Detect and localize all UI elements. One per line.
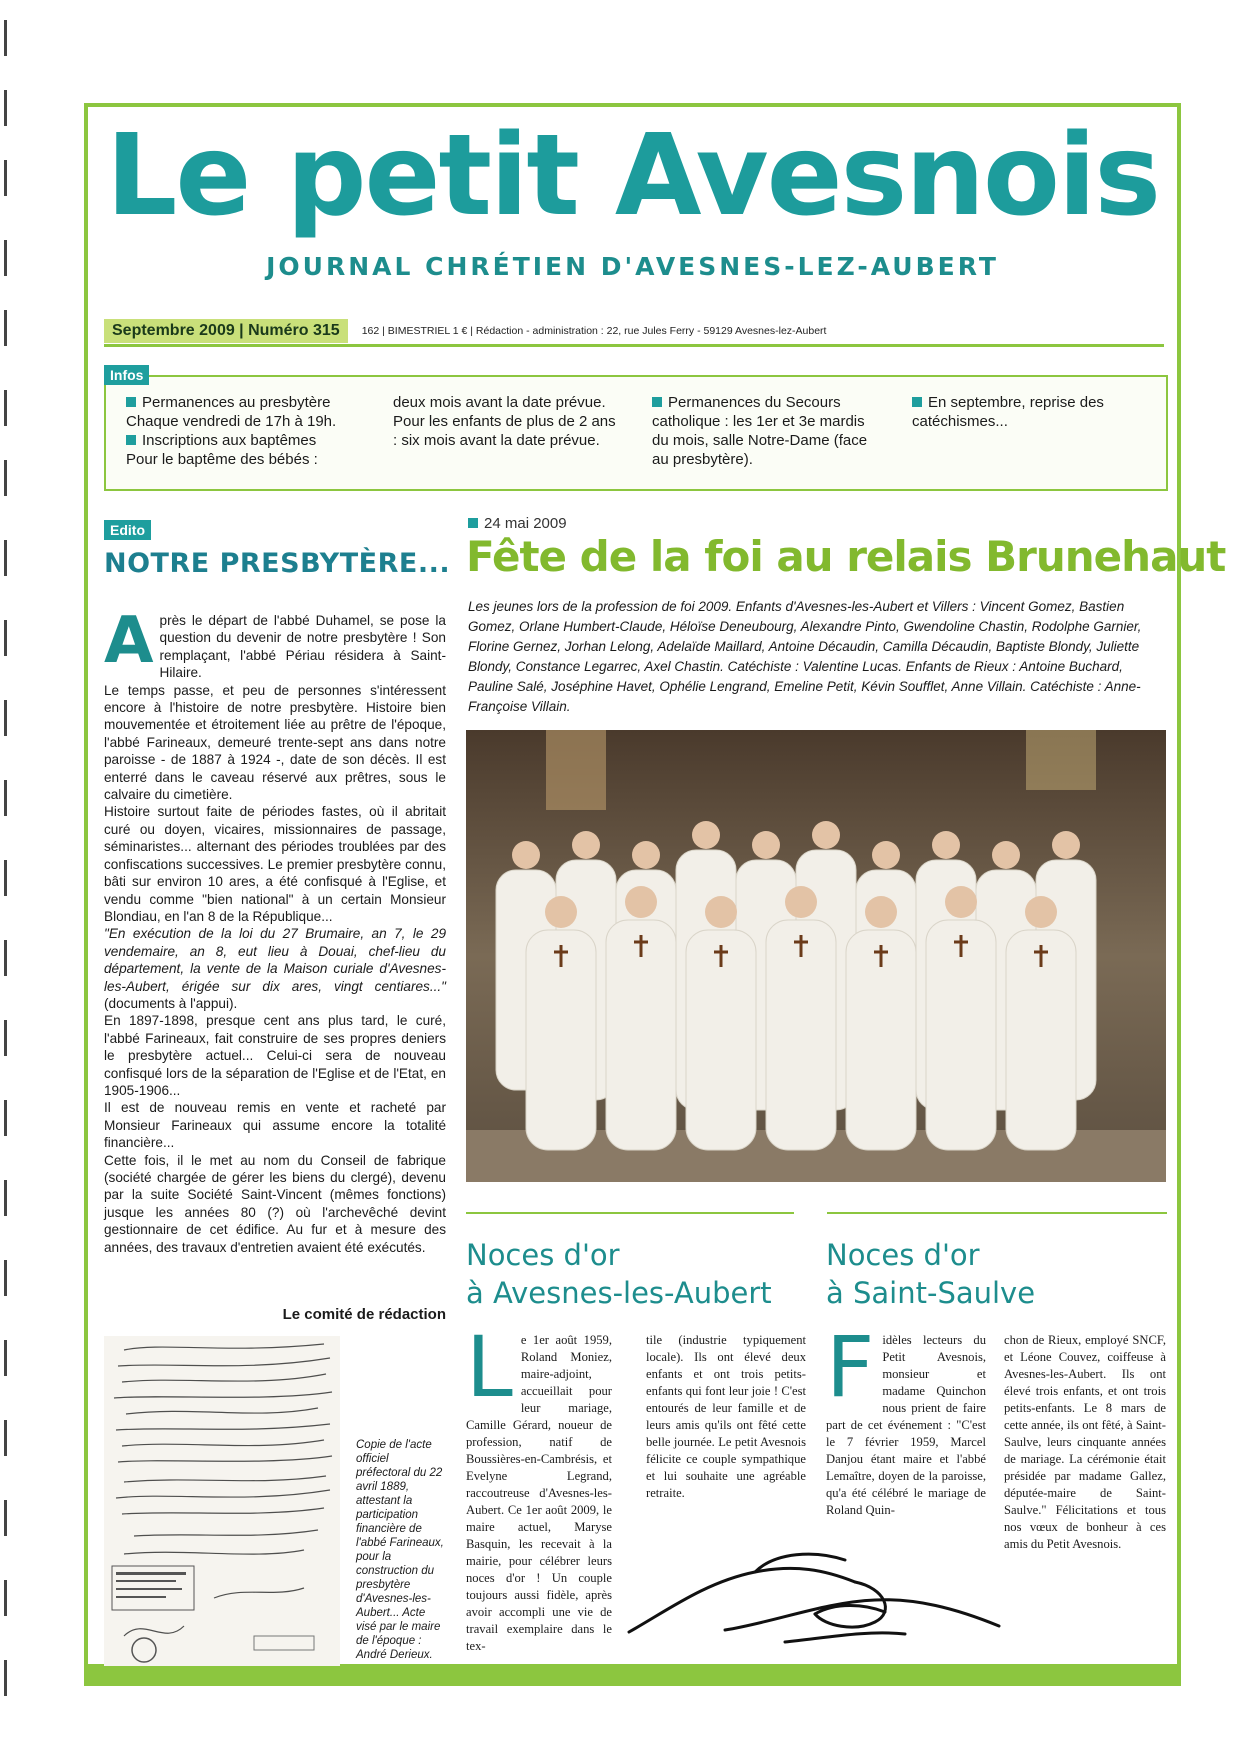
- bullet-square-icon: [126, 397, 136, 407]
- bullet-square-icon: [468, 518, 478, 528]
- infos-col-1: Permanences au presbytère Chaque vendredi de 17h à 19h. Inscriptions aux baptêmes Pour le baptême des bébés :: [126, 394, 337, 468]
- infos-tag: Infos: [104, 365, 149, 385]
- infos-col-3: Permanences du Secours catholique : les 1er et 3e mardis du mois, salle Notre-Dame (face au presbytère).: [652, 394, 868, 468]
- noces-saulve-initial: F: [826, 1318, 875, 1416]
- section-divider: [827, 1212, 1167, 1214]
- noces-avesnes-initial: L: [466, 1318, 513, 1416]
- infos-box: [104, 367, 1168, 491]
- issue-meta: 162 | BIMESTRIEL 1 € | Rédaction - administration : 22, rue Jules Ferry - 59129 Avesnes-lez-Aubert: [361, 325, 827, 337]
- noces-avesnes-title: Noces d'or à Avesnes-les-Aubert: [466, 1238, 772, 1310]
- joined-hands-drawing: [625, 1542, 1003, 1654]
- noces-avesnes-col-1: Le 1er août 1959, Roland Moniez, maire-adjoint, accueillait pour leur mariage, Camille Gérard, noueur de profession, natif de Boussières-en-Cambrésis, et Evelyne Legrand, raccoutreuse d'Avesnes-les-Aubert. Ce 1er août 2009, le maire actuel, Maryse Basquin, les recevait à la mairie, pour célébrer leurs noces d'or ! Un couple toujours aussi fidèle, après avoir accompli une vie de travail exemplaire dans le tex-: [466, 1318, 612, 1653]
- bullet-square-icon: [912, 397, 922, 407]
- noces-saulve-title: Noces d'or à Saint-Saulve: [826, 1238, 1036, 1310]
- noces-saulve-col-1: Fidèles lecteurs du Petit Avesnois, monsieur et madame Quinchon nous prient de faire part de cet événement : "C'est le 7 février 1959, Marcel Danjou étant maire et l'abbé Lemaître, doyen de la paroisse, qu'a été célébré le mariage de Roland Quin-: [826, 1318, 986, 1517]
- group-photo: [466, 730, 1166, 1182]
- issue-line: [104, 318, 1164, 347]
- issue-label: Septembre 2009 | Numéro 315: [104, 319, 348, 343]
- edito-signature: Le comité de rédaction: [282, 1306, 446, 1323]
- noces-avesnes-col-2: tile (industrie typiquement locale). Ils ont élevé deux enfants et ont trois petits-enfants qui font leur joie ! C'est entourés de leur famille et de leurs amis qu'ils ont fêté cette belle journée. Le petit Avesnois félicite ce couple sympathique et lui souhaite une agréable retraite.: [646, 1333, 806, 1500]
- feature-caption: Les jeunes lors de la profession de foi 2009. Enfants d'Avesnes-les-Aubert et Villers : Vincent Gomez, Bastien Gomez, Orlane Humbert-Claude, Héloïse Deneubourg, Alexandre Pinto, Gwendoline Chastin, Rodolphe Garnier, Florine Gernez, Jorhan Lelong, Adelaïde Maillard, Antoine Décaudin, Camilla Décaudin, Baptiste Blondy, Juliette Blondy, Constance Legarrec, Axel Chastin. Catéchiste : Valentine Lucas. Enfants de Rieux : Antoine Buchard, Pauline Salé, Joséphine Havet, Ophélie Lengrand, Emeline Petit, Kévin Soufflet, Anne Villain. Catéchiste : Anne-Françoise Villain.: [468, 599, 1142, 714]
- bullet-square-icon: [652, 397, 662, 407]
- handwritten-document-image: [104, 1336, 340, 1666]
- bullet-square-icon: [126, 435, 136, 445]
- masthead: [84, 111, 1181, 281]
- section-divider: [466, 1212, 794, 1214]
- scan-edge-marks: [4, 0, 12, 1755]
- newspaper-subtitle: JOURNAL CHRÉTIEN D'AVESNES-LEZ-AUBERT: [266, 252, 999, 281]
- feature-date: 24 mai 2009: [468, 515, 567, 532]
- edito-tag: Edito: [104, 520, 151, 540]
- infos-col-2: deux mois avant la date prévue. Pour les enfants de plus de 2 ans : six mois avant la date prévue.: [393, 394, 616, 449]
- newspaper-title: Le petit Avesnois: [106, 111, 1159, 241]
- document-caption: Copie de l'acte officiel préfectoral du 22 avril 1889, attestant la participation financière de l'abbé Farineaux, pour la construction du presbytère d'Avesnes-les-Aubert... Acte visé par le maire de l'époque : André Derieux.: [356, 1439, 444, 1661]
- edito-dropcap: A: [104, 604, 154, 678]
- infos-col-4: En septembre, reprise des catéchismes...: [912, 394, 1104, 430]
- noces-saulve-col-2: chon de Rieux, employé SNCF, et Léone Couvez, coiffeuse à Avesnes-les-Aubert. Ils ont élevé trois enfants, et ont trois petits-enfants. Le 8 mars de cette année, ils ont fêté, à Saint-Saulve, leurs cinquante années de mariage. La cérémonie était présidée par madame Gallez, députée-maire de Saint-Saulve." Félicitations et tous nos vœux de bonheur à ces amis du Petit Avesnois.: [1004, 1333, 1166, 1551]
- edito-body: Après le départ de l'abbé Duhamel, se pose la question du devenir de notre presbytère ! Son remplaçant, l'abbé Périau résidera à Saint-Hilaire. Le temps passe, et peu de personnes s'intéressent encore à l'histoire de notre presbytère. Histoire bien mouvementée et étroitement liée au prêtre de l'époque, l'abbé Farineaux, demeuré trente-sept ans dans notre paroisse - de 1887 à 1924 -, date de son décès. Il est enterré dans le caveau réservé aux prêtres, sous le calvaire du cimetière. Histoire surtout faite de périodes fastes, où il abritait curé ou doyen, vicaires, missionnaires de passage, séminaristes... alternant des périodes troublées par des confiscations successives. Le premier presbytère connu, bâti sur environ 10 ares, a été confisqué à l'Eglise, et vendu comme "bien national" à un certain Monsieur Blondiau, en l'an 8 de la République... "En exécution de la loi du 27 Brumaire, an 7, le 29 vendemaire, an 8, eut lieu à Douai, chef-lieu du département, la vente de la Maison curiale d'Avesnes-les-Aubert, érigée sur dix ares, vingt centiares..." (documents à l'appui). En 1897-1898, presque cent ans plus tard, le curé, l'abbé Farineaux, fait construire de ses propres deniers le presbytère actuel... Celui-ci sera de nouveau confisqué lors de la séparation de l'Eglise et de l'Etat, en 1905-1906... Il est de nouveau remis en vente et racheté par Monsieur Farineaux qui assume encore la totalité financière... Cette fois, il le met au nom du Conseil de fabrique (société chargée de gérer les biens du clergé), devenu par la suite Société Saint-Vincent (mêmes fonctions) jusque les années 80 (?) où l'archevêché devint gestionnaire de cet édifice. Au fur et à mesure des années, des travaux d'entretien avaient été exécutés.: [104, 604, 446, 1255]
- feature-title: Fête de la foi au relais Brunehaut: [466, 532, 1226, 581]
- edito-title: NOTRE PRESBYTÈRE...: [104, 548, 451, 579]
